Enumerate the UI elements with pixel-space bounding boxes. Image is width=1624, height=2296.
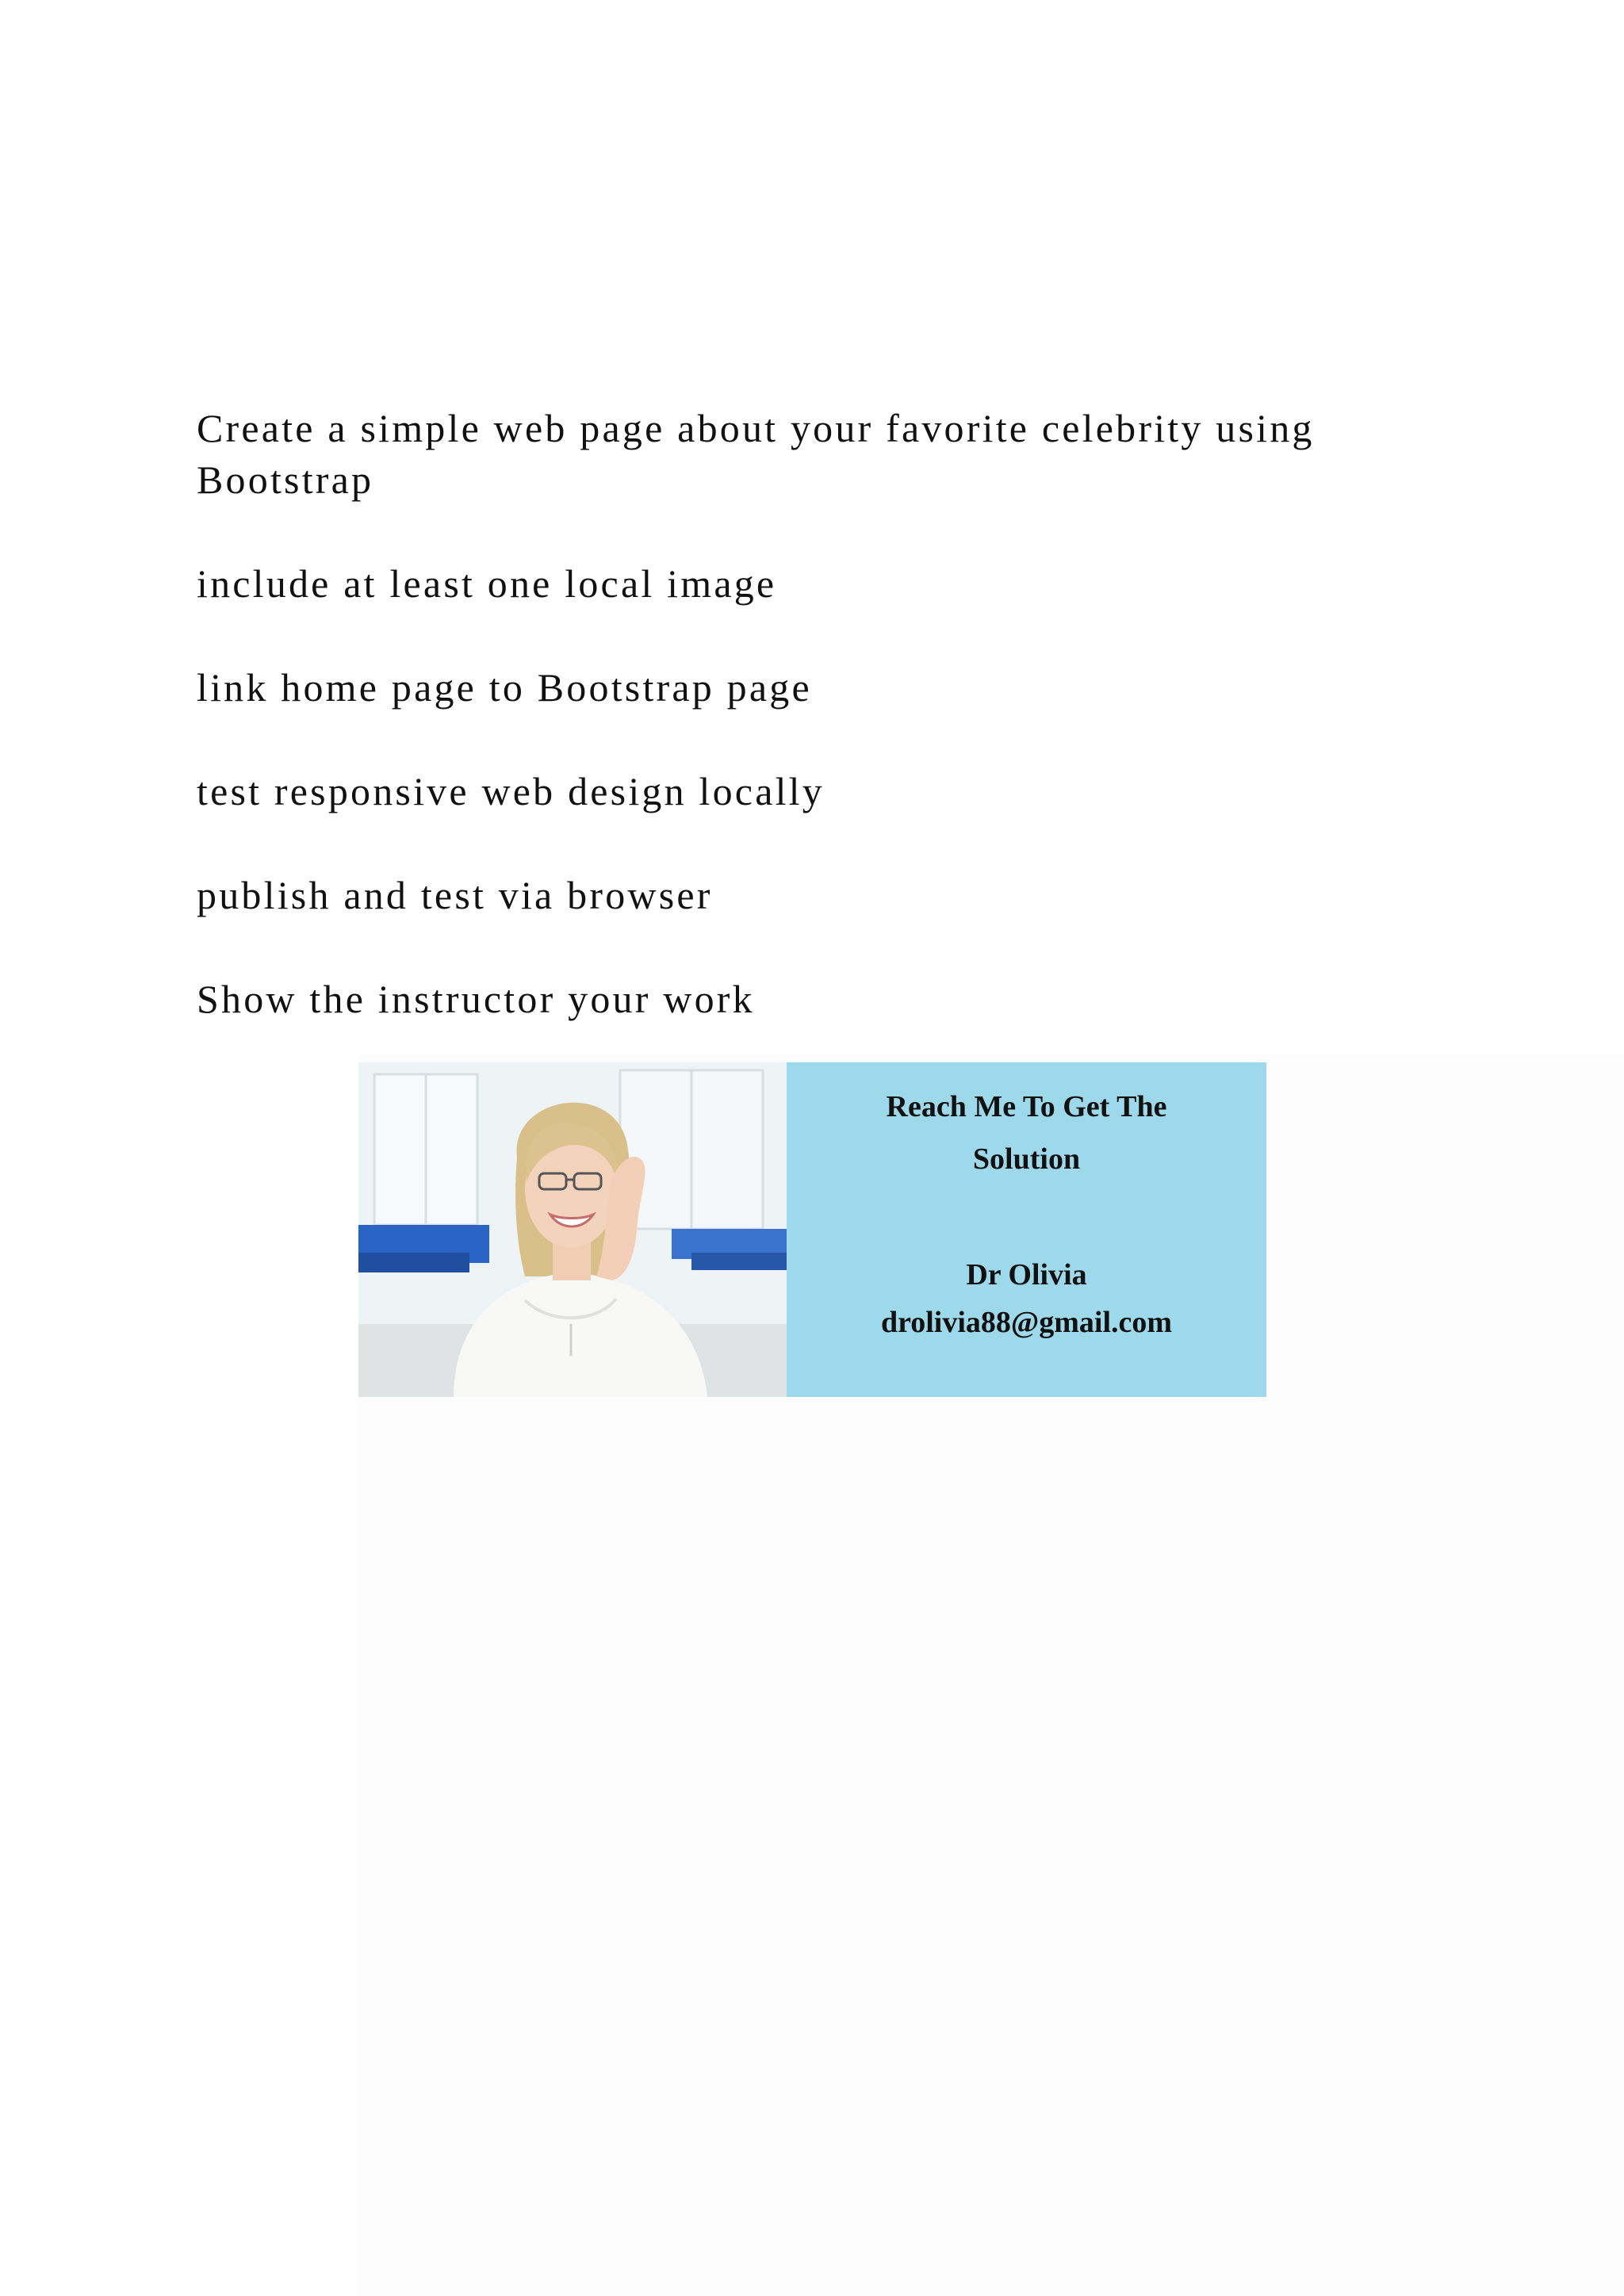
contact-name: Dr Olivia: [966, 1258, 1087, 1292]
instruction-item: Show the instructor your work: [197, 977, 755, 1021]
instruction-item: link home page to Bootstrap page: [197, 665, 812, 710]
contact-card: [787, 1062, 1266, 1397]
contact-photo: [358, 1062, 787, 1397]
banner-headline: Reach Me To Get The: [886, 1090, 1167, 1123]
banner-headline-continued: Solution: [972, 1142, 1081, 1176]
woman-photo-icon: [358, 1062, 787, 1397]
instruction-item: test responsive web design locally: [197, 769, 825, 813]
contact-email: drolivia88@gmail.com: [880, 1306, 1173, 1339]
instruction-item: include at least one local image: [197, 561, 777, 606]
instruction-item: publish and test via browser: [197, 873, 713, 917]
instruction-item: Create a simple web page about your favorite celebrity using Bootstrap: [197, 406, 1315, 502]
contact-banner: [358, 1062, 1266, 1397]
assignment-instructions: [197, 403, 1434, 1077]
